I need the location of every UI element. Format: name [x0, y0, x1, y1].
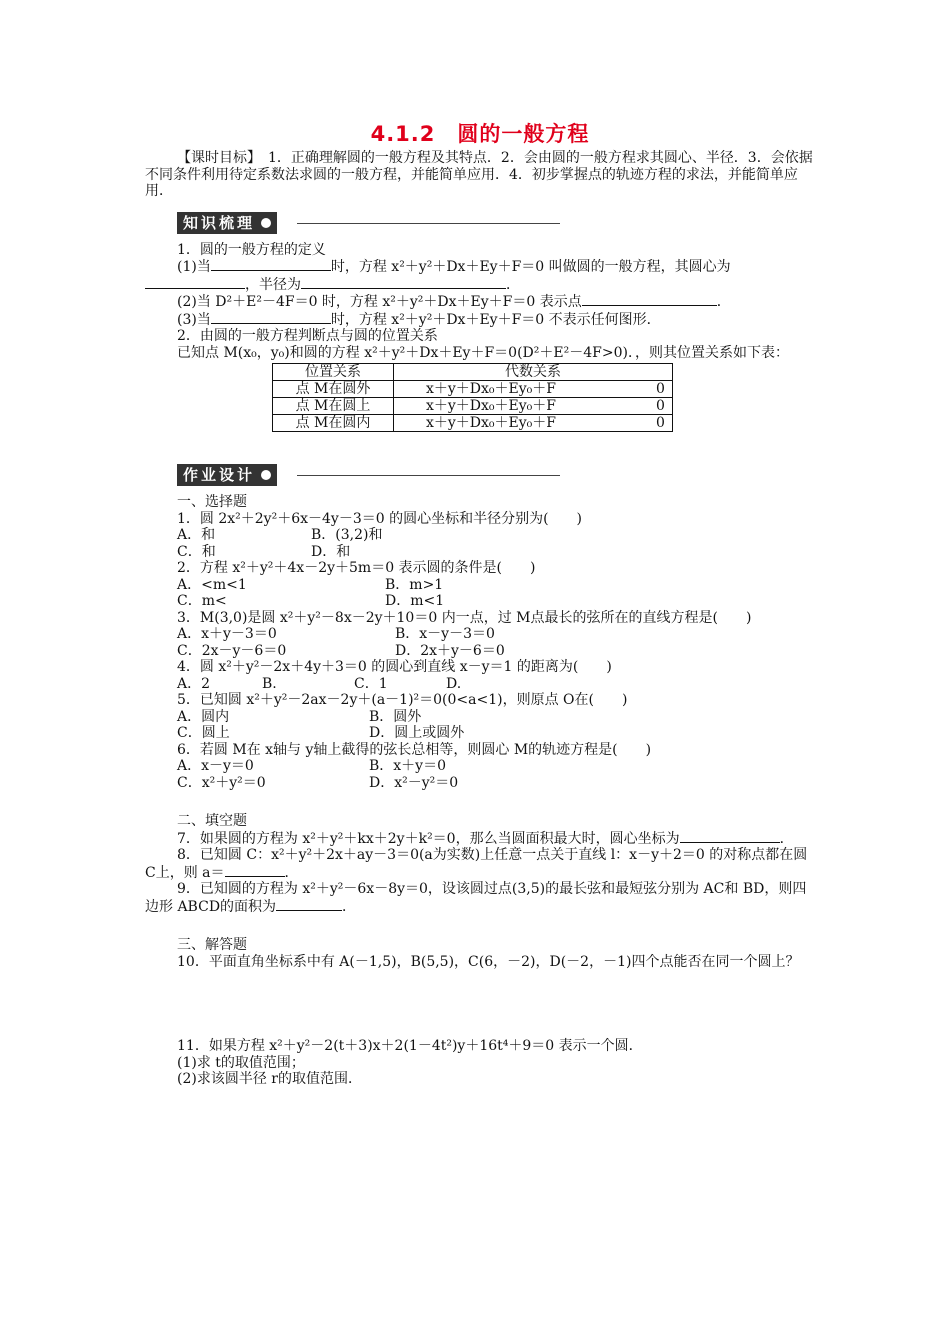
knowledge-line-6: 2．由圆的一般方程判断点与圆的位置关系	[177, 328, 438, 344]
question-7: 7．如果圆的方程为 x²＋y²＋kx＋2y＋k²＝0，那么当圆面积最大时，圆心坐标为 ．	[177, 830, 794, 847]
fill-blank[interactable]	[211, 258, 331, 271]
options-row	[145, 758, 815, 775]
fill-blank[interactable]	[756, 830, 780, 843]
fill-blank[interactable]	[301, 276, 506, 289]
question-text: 8．已知圆 C：x²＋y²＋2x＋ay－3＝0(a为实数)上任意一点关于直线 l：x－y＋2＝0 的对称点都在圆 C上，则 a＝	[145, 847, 812, 881]
table-cell: 点 M在圆外	[273, 381, 394, 398]
table-cell: 点 M在圆内	[273, 415, 394, 432]
fill-blank[interactable]	[680, 830, 756, 843]
question-5: 5．已知圆 x²＋y²－2ax－2y＋(a－1)²＝0(0<a<1)，则原点 O在( )	[177, 692, 628, 708]
option-b: B．x－y－3＝0	[395, 626, 495, 642]
knowledge-line-5	[145, 311, 815, 329]
table-cell	[394, 381, 673, 398]
option-b: B．圆外	[369, 708, 422, 725]
option-a: A．和	[177, 527, 216, 543]
section-divider	[297, 223, 560, 224]
options-row	[145, 725, 815, 742]
question-6: 6．若圆 M在 x轴与 y轴上截得的弦长总相等，则圆心 M的轨迹方程是( )	[177, 741, 652, 758]
knowledge-line-1: 1．圆的一般方程的定义	[177, 241, 326, 258]
option-d: D．圆上或圆外	[369, 725, 465, 741]
question-8: 8．已知圆 C：x²＋y²＋2x＋ay－3＝0(a为实数)上任意一点关于直线 l：x－y＋2＝0 的对称点都在圆 C上，则 a＝ ．	[145, 847, 812, 881]
cell-expression: x＋y＋Dx₀＋Ey₀＋F	[426, 381, 556, 397]
option-c: C．x²＋y²＝0	[177, 774, 266, 791]
bullet-dot-icon	[261, 470, 271, 480]
option-a: A．<m<1	[177, 576, 247, 593]
table-row	[273, 398, 673, 415]
options-row	[145, 593, 815, 610]
options-row	[145, 626, 815, 643]
part-heading: 三、解答题	[177, 937, 247, 953]
option-d: D．2x＋y－6＝0	[395, 642, 505, 659]
table-cell	[394, 398, 673, 415]
option-b: B．(3,2)和	[311, 527, 383, 543]
text-fragment: 时，方程 x²＋y²＋Dx＋Ey＋F＝0 不表示任何图形．	[330, 311, 661, 328]
option-c: C．2x－y－6＝0	[177, 642, 287, 659]
option-c: C．1	[354, 675, 388, 692]
option-d: D．m<1	[385, 593, 445, 609]
option-a: A．x－y＝0	[177, 758, 254, 774]
bullet-dot-icon	[261, 218, 271, 228]
options-row	[145, 676, 815, 693]
option-b: B．x＋y＝0	[369, 758, 446, 774]
cell-value: 0	[656, 381, 665, 397]
cell-value: 0	[656, 398, 665, 414]
answer-space	[145, 970, 815, 1038]
option-b: B．m>1	[385, 576, 444, 593]
document-page	[145, 118, 815, 1088]
section-tag-knowledge	[177, 212, 277, 234]
question-11-part-2: (2)求该圆半径 r的取值范围．	[177, 1071, 362, 1087]
options-row	[145, 643, 815, 660]
question-1: 1．圆 2x²＋2y²＋6x－4y－3＝0 的圆心坐标和半径分别为( )	[177, 510, 583, 527]
text-fragment: 时，方程 x²＋y²＋Dx＋Ey＋F＝0 叫做圆的一般方程，其圆心为	[330, 259, 731, 275]
objective-paragraph	[145, 150, 815, 200]
question-text: 7．如果圆的方程为 x²＋y²＋kx＋2y＋k²＝0，那么当圆面积最大时，圆心坐标为	[177, 830, 680, 847]
cell-expression: x＋y＋Dx₀＋Ey₀＋F	[426, 398, 556, 414]
text-fragment: ．	[506, 276, 520, 293]
text-fragment: ．	[716, 294, 731, 310]
options-row	[145, 527, 815, 544]
option-c: C．m<	[177, 593, 227, 609]
objective-text: 1．正确理解圆的一般方程及其特点．2．会由圆的一般方程求其圆心、半径．3．会依据不同条件利用待定系数法求圆的一般方程，并能简单应用．4．初步掌握点的轨迹方程的求法，并能简单应用．	[145, 150, 813, 199]
options-row	[145, 577, 815, 594]
options-row	[145, 775, 815, 792]
position-relation-table	[272, 363, 673, 432]
table-header-row	[273, 364, 673, 381]
option-a: A．圆内	[177, 708, 230, 725]
spacer	[145, 915, 815, 937]
table-row	[273, 415, 673, 432]
option-c: C．圆上	[177, 725, 230, 741]
option-d: D.	[446, 675, 462, 692]
fill-blank[interactable]	[582, 293, 717, 306]
knowledge-line-2	[145, 258, 815, 276]
option-b: B.	[262, 675, 277, 692]
fill-blank[interactable]	[276, 898, 342, 911]
fill-blank[interactable]	[145, 276, 245, 289]
section-label-homework: 作业设计	[183, 466, 256, 484]
part-heading: 一、选择题	[177, 494, 247, 510]
section-label-knowledge: 知识梳理	[183, 213, 256, 232]
question-11: 11．如果方程 x²＋y²－2(t＋3)x＋2(1－4t²)y＋16t⁴＋9＝0 表示一个圆．	[177, 1038, 643, 1054]
question-3: 3．M(3,0)是圆 x²＋y²－8x－2y＋10＝0 内一点，过 M点最长的弦所在的直线方程是( )	[177, 609, 752, 626]
question-11-part-1: (1)求 t的取值范围；	[177, 1054, 305, 1071]
knowledge-line-7: 已知点 M(x₀，y₀)和圆的方程 x²＋y²＋Dx＋Ey＋F＝0(D²＋E²－4F>0)．，则其位置关系如下表：	[177, 344, 789, 361]
option-c: C．和	[177, 543, 216, 560]
question-9: 9．已知圆的方程为 x²＋y²－6x－8y＝0，设该圆过点(3,5)的最长弦和最短弦分别为 AC和 BD，则四边形 ABCD的面积为 ．	[145, 881, 807, 915]
text-fragment: ，半径为	[245, 276, 301, 293]
fill-blank[interactable]	[225, 864, 285, 877]
options-row	[145, 544, 815, 561]
option-d: D．和	[311, 543, 351, 560]
table-row	[273, 381, 673, 398]
text-fragment: (3)当	[177, 311, 211, 328]
text-fragment: (1)当	[177, 259, 211, 275]
section-divider	[297, 475, 560, 476]
objective-tag: 【课时目标】	[177, 150, 254, 166]
knowledge-line-4	[145, 293, 815, 311]
section-tag-homework	[177, 464, 277, 486]
spacer	[145, 791, 815, 813]
table-header: 代数关系	[394, 364, 673, 381]
question-10: 10．平面直角坐标系中有 A(－1,5)，B(5,5)，C(6，－2)，D(－2，－1)四个点能否在同一个圆上？	[177, 953, 800, 970]
page-title: 4.1.2 圆的一般方程	[370, 122, 590, 146]
option-a: A．2	[177, 675, 211, 692]
part-heading: 二、填空题	[177, 813, 247, 829]
option-d: D．x²－y²＝0	[369, 774, 459, 791]
option-a: A．x＋y－3＝0	[177, 626, 277, 642]
table-header: 位置关系	[273, 364, 394, 381]
knowledge-line-3	[145, 276, 815, 294]
question-2: 2．方程 x²＋y²＋4x－2y＋5m＝0 表示圆的条件是( )	[177, 560, 536, 576]
cell-expression: x＋y＋Dx₀＋Ey₀＋F	[426, 415, 556, 431]
question-text: 9．已知圆的方程为 x²＋y²－6x－8y＝0，设该圆过点(3,5)的最长弦和最短弦分别为 AC和 BD，则四边形 ABCD的面积为	[145, 881, 807, 915]
section-header-knowledge	[177, 212, 815, 234]
section-header-homework	[177, 464, 815, 486]
fill-blank[interactable]	[211, 311, 331, 324]
cell-value: 0	[656, 415, 665, 431]
table-cell	[394, 415, 673, 432]
question-4: 4．圆 x²＋y²－2x＋4y＋3＝0 的圆心到直线 x－y＝1 的距离为( )	[177, 659, 612, 675]
table-cell: 点 M在圆上	[273, 398, 394, 415]
text-fragment: (2)当 D²＋E²－4F＝0 时，方程 x²＋y²＋Dx＋Ey＋F＝0 表示点	[177, 294, 582, 310]
options-row	[145, 709, 815, 726]
